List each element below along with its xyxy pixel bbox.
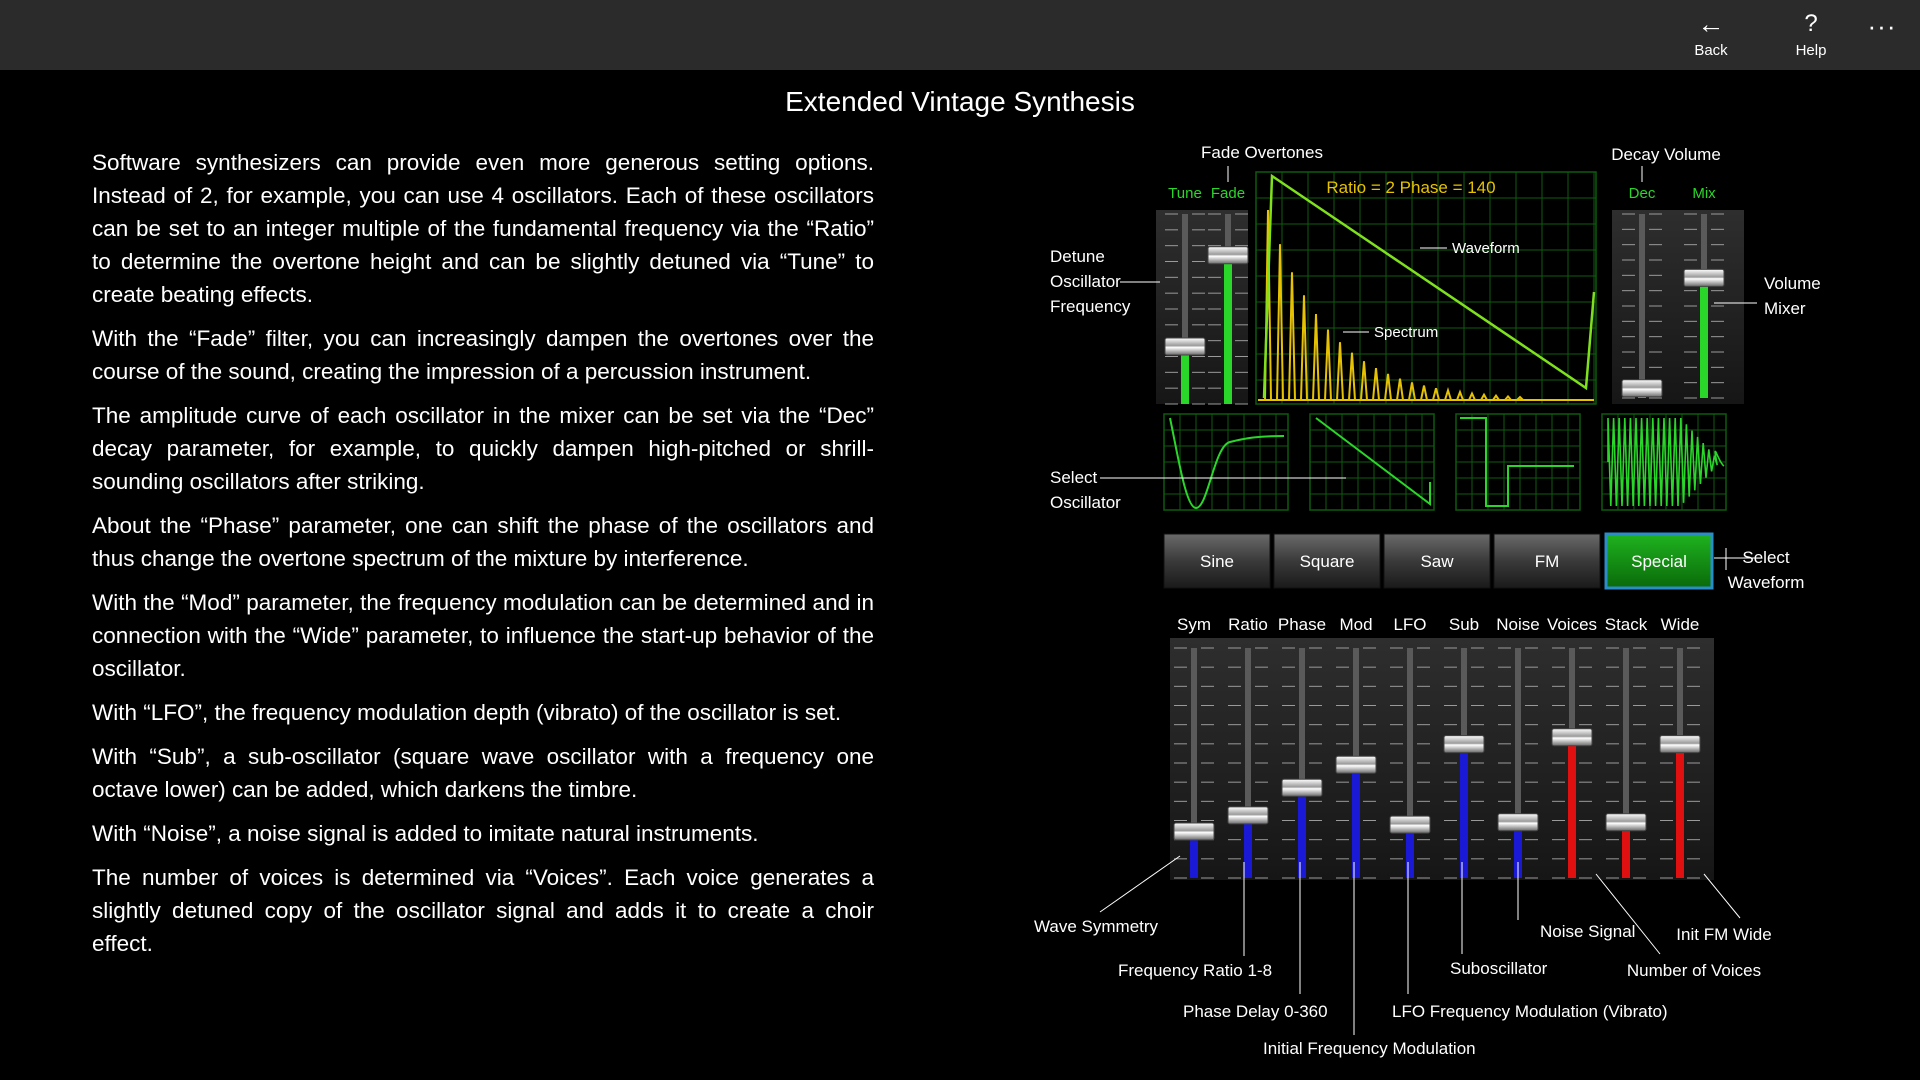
- fader-mix-handle[interactable]: [1684, 269, 1724, 286]
- page-title: Extended Vintage Synthesis: [785, 86, 1135, 117]
- mixer-fader-label: LFO: [1393, 615, 1427, 634]
- right-fader-panel: [1612, 210, 1744, 404]
- mixer-fader-mod-handle[interactable]: [1336, 756, 1376, 773]
- spectrum-annotation: Spectrum: [1374, 324, 1439, 341]
- mixer-fader-label: Voices: [1546, 615, 1598, 634]
- detune-annotation: Oscillator: [1050, 272, 1121, 291]
- paragraph: The number of voices is determined via “Voices”. Each voice generates a slightly detuned copy of the oscillator signal and adds it to create a choir effect.: [92, 865, 874, 956]
- fader-label: Tune: [1168, 185, 1202, 202]
- left-fader-panel: [1156, 210, 1248, 404]
- waveform-button-label: Special: [1631, 552, 1687, 571]
- help-icon: ?: [1804, 10, 1818, 37]
- mixer-fader-label: Wide: [1660, 615, 1700, 634]
- mixer-fader-sym-handle[interactable]: [1174, 823, 1214, 840]
- paragraph: Software synthesizers can provide even more generous setting options. Instead of 2, for example, you can use 4 oscillators. Each of these oscillators can be set to an integer multiple of the fundamental frequency via the “Ratio” to determine the overtone height and can be slightly detuned via “Tune” to create beating effects.: [92, 150, 874, 307]
- mixer-fader-phase-fill: [1298, 788, 1306, 878]
- mixer-fader-noise-handle[interactable]: [1498, 814, 1538, 831]
- wave-symmetry-leader: [1100, 856, 1180, 912]
- waveform-button-special[interactable]: [1606, 534, 1712, 588]
- init-fm-wide-annotation: Init FM Wide: [1676, 925, 1772, 944]
- detune-annotation: Detune: [1050, 247, 1105, 266]
- fader-label: Fade: [1210, 185, 1246, 202]
- fader-dec-handle[interactable]: [1622, 380, 1662, 397]
- waveform-button-fm[interactable]: [1494, 534, 1600, 588]
- select-waveform-annotation: Select: [1742, 548, 1790, 567]
- mixer-fader-sub-fill: [1460, 745, 1468, 878]
- help-button[interactable]: [1766, 6, 1856, 66]
- fader-tune-handle[interactable]: [1165, 338, 1205, 355]
- suboscillator-annotation: Suboscillator: [1450, 959, 1548, 978]
- back-arrow-icon: ←: [1697, 9, 1725, 39]
- mixer-fader-wide-handle[interactable]: [1660, 736, 1700, 753]
- fader-fade-fill: [1224, 256, 1232, 404]
- mixer-fader-label: Noise: [1496, 615, 1540, 634]
- mixer-fader-label: Sub: [1448, 615, 1480, 634]
- paragraph: With the “Mod” parameter, the frequency modulation can be determined and in connection with the “Wide” parameter, to influence the start-up behavior of the oscillator.: [92, 590, 874, 681]
- wave-symmetry-annotation: Wave Symmetry: [1034, 917, 1159, 936]
- help-button-label: Help: [1795, 42, 1827, 59]
- initial-fm-annotation: Initial Frequency Modulation: [1263, 1039, 1476, 1058]
- waveform-button-label: FM: [1534, 552, 1560, 571]
- fade-overtones-annotation: Fade Overtones: [1201, 143, 1323, 162]
- mixer-fader-sub-handle[interactable]: [1444, 736, 1484, 753]
- phase-delay-annotation: Phase Delay 0-360: [1183, 1002, 1328, 1021]
- back-button-label: Back: [1694, 42, 1728, 59]
- waveform-button-saw[interactable]: [1384, 534, 1490, 588]
- number-of-voices-annotation: Number of Voices: [1626, 961, 1762, 980]
- paragraph: With the “Fade” filter, you can increasingly dampen the overtones over the course of the sound, creating the impression of a percussion instrument.: [92, 326, 874, 384]
- number-of-voices-leader: [1596, 874, 1660, 954]
- detune-annotation: Frequency: [1050, 297, 1131, 316]
- fader-mix-fill: [1700, 278, 1708, 398]
- waveform-button-label: Sine: [1199, 552, 1235, 571]
- mixer-fader-label: Stack: [1604, 615, 1648, 634]
- synth-diagram-svg: [1000, 136, 1880, 1070]
- decay-volume-annotation: Decay Volume: [1611, 145, 1721, 164]
- back-button[interactable]: [1666, 6, 1756, 66]
- mixer-fader-label: Ratio: [1228, 615, 1268, 634]
- frequency-ratio-annotation: Frequency Ratio 1-8: [1118, 961, 1273, 980]
- fader-label: Dec: [1628, 185, 1656, 202]
- select-oscillator-annotation: Select: [1050, 468, 1098, 487]
- volume-mixer-annotation: Volume: [1764, 274, 1821, 293]
- mixer-fader-label: Mod: [1339, 615, 1373, 634]
- mixer-fader-voices-handle[interactable]: [1552, 729, 1592, 746]
- select-waveform-annotation: Waveform: [1727, 573, 1805, 592]
- paragraph: The amplitude curve of each oscillator in the mixer can be set via the “Dec” decay parameter, for example, to quickly dampen high-pitched or shrill-sounding oscillators after striking.: [92, 403, 874, 494]
- mixer-fader-voices-fill: [1568, 738, 1576, 878]
- paragraph: With “Sub”, a sub-oscillator (square wave oscillator with a frequency one octave lower) can be added, which darkens the timbre.: [92, 744, 874, 802]
- waveform-button-label: Square: [1299, 552, 1355, 571]
- mixer-fader-stack-handle[interactable]: [1606, 814, 1646, 831]
- fader-label: Mix: [1692, 185, 1716, 202]
- waveform-annotation: Waveform: [1452, 240, 1520, 257]
- fader-tune-fill: [1181, 347, 1189, 404]
- volume-mixer-annotation: Mixer: [1764, 299, 1806, 318]
- fader-dec-track: [1639, 214, 1645, 398]
- display-readout: Ratio = 2 Phase = 140: [1326, 178, 1496, 197]
- mixer-fader-label: Sym: [1177, 615, 1211, 634]
- noise-signal-annotation: Noise Signal: [1540, 922, 1636, 941]
- paragraph: With “Noise”, a noise signal is added to imitate natural instruments.: [92, 821, 759, 846]
- mixer-fader-mod-fill: [1352, 765, 1360, 878]
- synth-diagram: [1000, 136, 1880, 1070]
- waveform-button-square[interactable]: [1274, 534, 1380, 588]
- mixer-fader-ratio-handle[interactable]: [1228, 807, 1268, 824]
- mixer-fader-phase-handle[interactable]: [1282, 779, 1322, 796]
- waveform-button-label: Saw: [1420, 552, 1454, 571]
- select-oscillator-annotation: Oscillator: [1050, 493, 1121, 512]
- paragraph: About the “Phase” parameter, one can shift the phase of the oscillators and thus change the overtone spectrum of the mixture by interference.: [92, 513, 874, 571]
- mixer-fader-wide-fill: [1676, 745, 1684, 878]
- init-fm-wide-leader: [1704, 874, 1740, 918]
- app-bar: [0, 0, 1920, 70]
- waveform-button-sine[interactable]: [1164, 534, 1270, 588]
- fader-fade-handle[interactable]: [1208, 247, 1248, 264]
- mixer-fader-ratio-fill: [1244, 816, 1252, 878]
- mixer-fader-lfo-handle[interactable]: [1390, 816, 1430, 833]
- mixer-fader-label: Phase: [1277, 615, 1327, 634]
- paragraph: With “LFO”, the frequency modulation depth (vibrato) of the oscillator is set.: [92, 700, 842, 725]
- more-options-icon[interactable]: ···: [1867, 11, 1897, 41]
- article-text: [92, 146, 874, 971]
- lfo-fm-annotation: LFO Frequency Modulation (Vibrato): [1392, 1002, 1668, 1021]
